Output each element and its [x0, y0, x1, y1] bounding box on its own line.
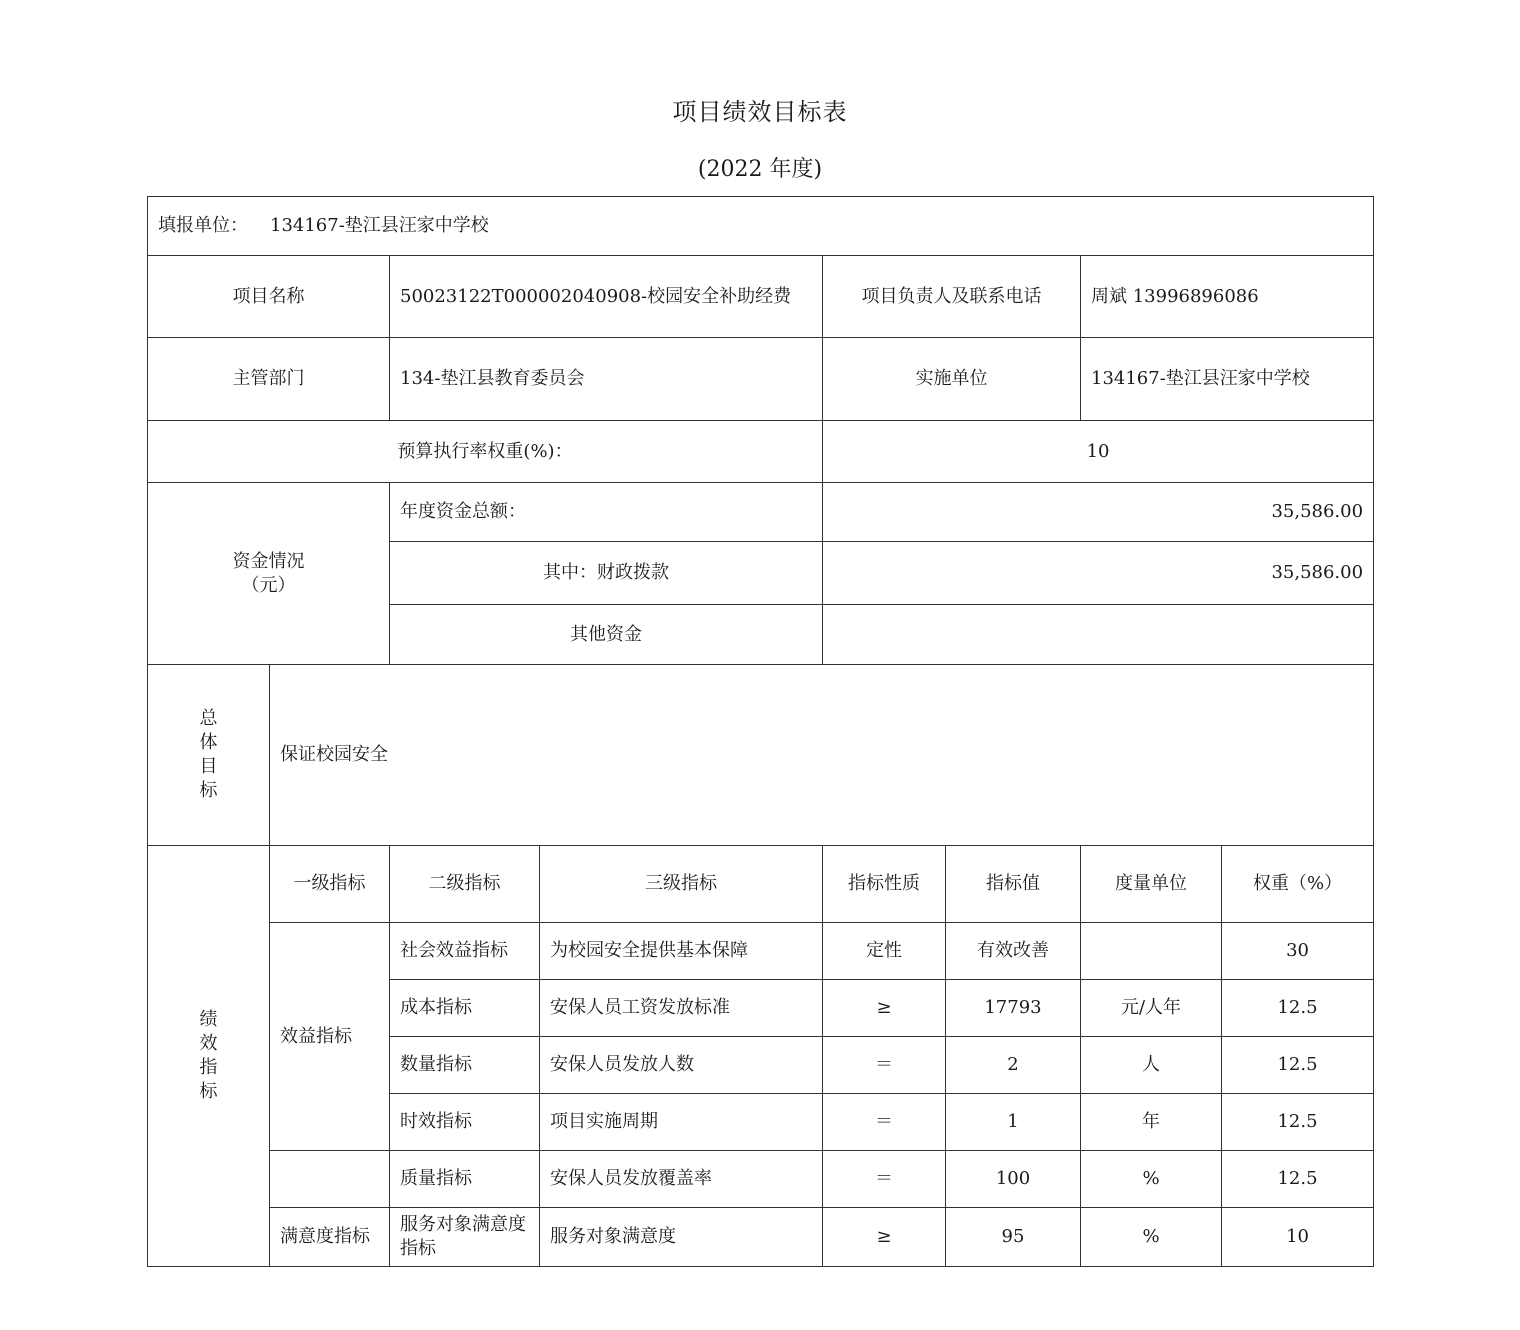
header-unit: 度量单位 — [1081, 846, 1222, 923]
indicator-level2: 服务对象满意度指标 — [390, 1208, 540, 1267]
indicator-value: 1 — [946, 1094, 1081, 1151]
funds-fiscal-value: 35,586.00 — [823, 542, 1374, 605]
project-name-label: 项目名称 — [148, 256, 390, 338]
goal-label-char: 标 — [199, 780, 218, 801]
indicator-unit: 元/人年 — [1081, 980, 1222, 1037]
indicator-level2: 时效指标 — [390, 1094, 540, 1151]
indicator-unit: 人 — [1081, 1037, 1222, 1094]
indicator-row — [148, 923, 1374, 980]
indicators-label-char: 标 — [199, 1081, 218, 1102]
contact-label: 项目负责人及联系电话 — [823, 256, 1081, 338]
indicator-value: 17793 — [946, 980, 1081, 1037]
group-benefit-label: 效益指标 — [270, 923, 390, 1151]
performance-target-table — [147, 196, 1374, 1267]
indicator-unit — [1081, 923, 1222, 980]
goal-label-char: 体 — [199, 732, 218, 753]
indicator-level3: 安保人员发放覆盖率 — [540, 1151, 823, 1208]
funds-label-line2: （元） — [241, 574, 296, 596]
header-value: 指标值 — [946, 846, 1081, 923]
budget-rate-row — [148, 421, 1374, 483]
department-row — [148, 338, 1374, 421]
budget-rate-value: 10 — [823, 421, 1374, 483]
overall-goal-value: 保证校园安全 — [270, 665, 1374, 846]
reporting-unit-cell — [148, 197, 1374, 256]
funds-total-row — [148, 483, 1374, 542]
contact-value: 周斌 13996896086 — [1081, 256, 1374, 338]
group-satisfaction-label: 满意度指标 — [270, 1208, 390, 1267]
indicator-weight: 30 — [1222, 923, 1374, 980]
indicator-nature: ＝ — [823, 1094, 946, 1151]
indicators-label-char: 绩 — [199, 1009, 218, 1030]
indicator-nature: 定性 — [823, 923, 946, 980]
header-level2: 二级指标 — [390, 846, 540, 923]
impl-unit-value: 134167-垫江县汪家中学校 — [1081, 338, 1374, 421]
indicator-level3: 为校园安全提供基本保障 — [540, 923, 823, 980]
indicators-label — [148, 846, 270, 1267]
overall-goal-row — [148, 665, 1374, 846]
indicator-row — [148, 1151, 1374, 1208]
reporting-unit-row — [148, 197, 1374, 256]
funds-total-value: 35,586.00 — [823, 483, 1374, 542]
budget-rate-label: 预算执行率权重(%)： — [148, 421, 823, 483]
reporting-unit-label: 填报单位： — [158, 215, 248, 236]
indicator-unit: % — [1081, 1151, 1222, 1208]
indicator-level3: 服务对象满意度 — [540, 1208, 823, 1267]
funds-label — [148, 483, 390, 665]
reporting-unit-value: 134167-垫江县汪家中学校 — [270, 215, 489, 236]
funds-fiscal-label: 其中：财政拨款 — [390, 542, 823, 605]
overall-goal-label — [148, 665, 270, 846]
funds-label-line1: 资金情况 — [232, 550, 305, 572]
indicator-value: 95 — [946, 1208, 1081, 1267]
indicator-level2: 社会效益指标 — [390, 923, 540, 980]
indicator-header-row — [148, 846, 1374, 923]
indicator-level2: 成本指标 — [390, 980, 540, 1037]
group-empty-cell — [270, 1151, 390, 1208]
indicator-value: 有效改善 — [946, 923, 1081, 980]
indicator-nature: ＝ — [823, 1151, 946, 1208]
header-level3: 三级指标 — [540, 846, 823, 923]
indicator-level2: 质量指标 — [390, 1151, 540, 1208]
indicator-row — [148, 1208, 1374, 1267]
indicator-weight: 12.5 — [1222, 980, 1374, 1037]
page-title: 项目绩效目标表 — [672, 98, 848, 126]
indicator-weight: 12.5 — [1222, 1151, 1374, 1208]
funds-other-label: 其他资金 — [390, 605, 823, 665]
indicator-weight: 10 — [1222, 1208, 1374, 1267]
funds-total-label: 年度资金总额： — [390, 483, 823, 542]
header-weight: 权重（%） — [1222, 846, 1374, 923]
indicator-level3: 安保人员工资发放标准 — [540, 980, 823, 1037]
indicator-unit: % — [1081, 1208, 1222, 1267]
goal-label-char: 目 — [199, 756, 218, 777]
indicator-nature: ＝ — [823, 1037, 946, 1094]
dept-value: 134-垫江县教育委员会 — [390, 338, 823, 421]
indicator-level3: 安保人员发放人数 — [540, 1037, 823, 1094]
indicator-value: 2 — [946, 1037, 1081, 1094]
dept-label: 主管部门 — [148, 338, 390, 421]
project-name-row — [148, 256, 1374, 338]
project-name-value: 50023122T000002040908-校园安全补助经费 — [390, 256, 823, 338]
page-subtitle-year: (2022 年度) — [697, 157, 823, 182]
indicator-nature: ≥ — [823, 1208, 946, 1267]
indicators-label-char: 指 — [199, 1057, 218, 1078]
funds-other-value — [823, 605, 1374, 665]
indicator-unit: 年 — [1081, 1094, 1222, 1151]
indicator-value: 100 — [946, 1151, 1081, 1208]
indicator-level2: 数量指标 — [390, 1037, 540, 1094]
impl-unit-label: 实施单位 — [823, 338, 1081, 421]
indicator-weight: 12.5 — [1222, 1094, 1374, 1151]
indicator-nature: ≥ — [823, 980, 946, 1037]
indicators-label-char: 效 — [199, 1033, 218, 1054]
header-level1: 一级指标 — [270, 846, 390, 923]
indicator-weight: 12.5 — [1222, 1037, 1374, 1094]
indicator-level3: 项目实施周期 — [540, 1094, 823, 1151]
goal-label-char: 总 — [199, 708, 218, 729]
header-nature: 指标性质 — [823, 846, 946, 923]
